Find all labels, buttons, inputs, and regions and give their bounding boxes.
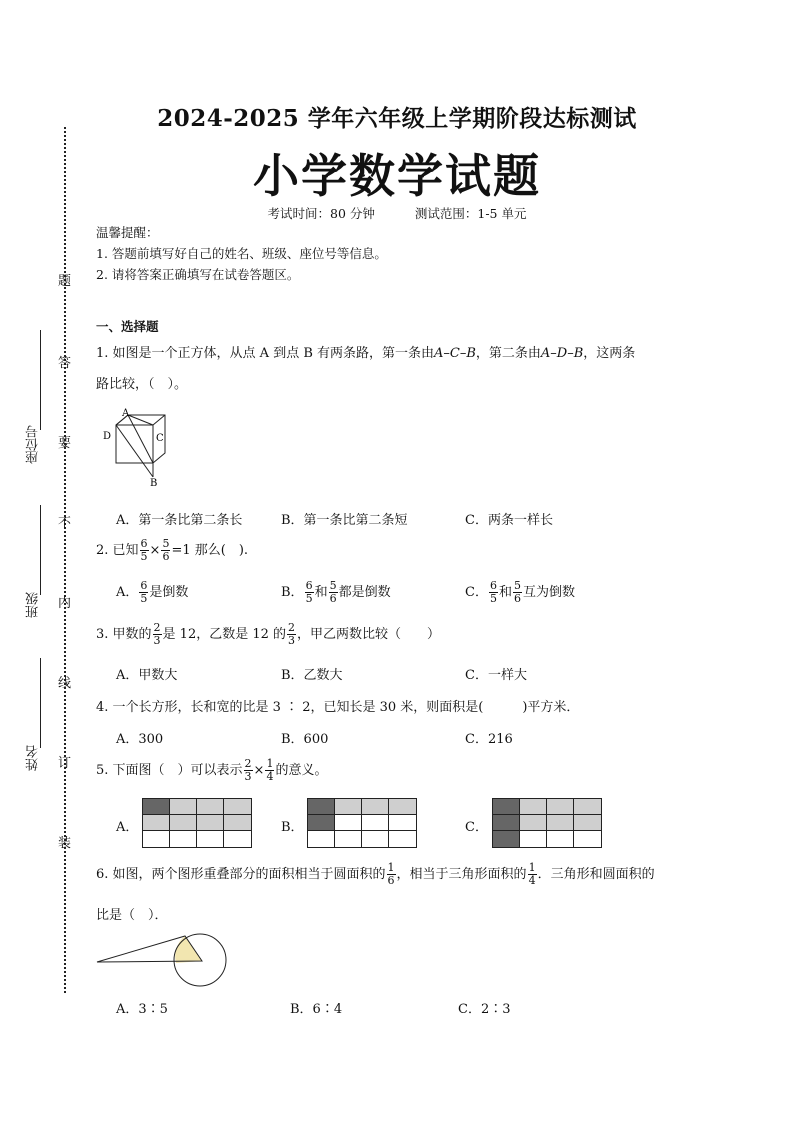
grid-cell [308, 815, 335, 831]
q4-option-c[interactable]: C．216 [465, 732, 513, 747]
exam-time: 考试时间：80 分钟 [267, 206, 375, 221]
grid-cell [197, 799, 224, 815]
question-6-line-2: 比是（ ）． [96, 908, 168, 923]
name-fill-line [40, 658, 41, 748]
seat-fill-line [40, 330, 41, 430]
q1-option-a[interactable]: A．第一条比第二条长 [116, 513, 243, 528]
side-char-8: 装 [58, 836, 72, 851]
q6-option-c[interactable]: C．2∶3 [458, 1002, 511, 1017]
q2-option-b[interactable]: B． $\frac{6}{5}$ 和 $\frac{5}{6}$ 都是倒数 [281, 579, 391, 605]
tips-heading: 温馨提醒： [96, 225, 159, 240]
side-char-5: 内 [58, 596, 72, 611]
q4-option-b[interactable]: B．600 [281, 732, 329, 747]
fraction: $\frac{6}{5}$ [140, 537, 148, 563]
q5-option-c-label[interactable]: C． [465, 820, 488, 835]
q1-text: 1. 如图是一个正方体，从点 A 到点 B 有两条路，第一条由 [96, 346, 435, 361]
q6-option-b[interactable]: B．6∶4 [290, 1002, 343, 1017]
question-4: 4. 一个长方形，长和宽的比是 3 ∶ 2，已知长是 30 米，则面积是( )平方米． [96, 700, 580, 715]
grid-cell [362, 831, 389, 847]
name-label: 姓名 [26, 745, 41, 771]
cube-label-d: D [103, 431, 112, 442]
question-5: 5. 下面图（ ）可以表示 $\frac{2}{3}$ × $\frac{1}{4}$ 的意义。 [96, 757, 328, 783]
page-title: 小学数学试题 [253, 149, 541, 203]
grid-cell [308, 799, 335, 815]
side-char-6: 线 [58, 676, 72, 691]
grid-cell [335, 831, 362, 847]
q2-text: =1 那么( ). [171, 543, 249, 558]
grid-cell [493, 831, 520, 847]
cube-label-c: C [156, 433, 164, 444]
side-char-7: 订 [58, 756, 72, 771]
grid-cell [197, 815, 224, 831]
q1-text: ，第二条由 [475, 346, 541, 361]
exam-info [0, 204, 794, 222]
cube-path-db [116, 425, 153, 477]
question-1-line-1 [96, 342, 635, 361]
grid-cell [335, 799, 362, 815]
side-char-1: 题 [58, 274, 72, 289]
exam-range: 测试范围：1-5 单元 [414, 206, 527, 221]
q1-text: ，这两条 [583, 346, 636, 361]
grid-cell [574, 831, 601, 847]
q1-path-2: A–D–B [540, 346, 584, 361]
q5-grid-a [142, 798, 252, 848]
cube-label-b: B [150, 478, 158, 489]
tips-line-2: 2. 请将答案正确填写在试卷答题区。 [96, 267, 300, 282]
class-label: 班级 [26, 592, 41, 618]
grid-cell [197, 831, 224, 847]
binding-dotted-line [64, 127, 66, 993]
grid-cell [224, 799, 251, 815]
q5-option-b-label[interactable]: B． [281, 820, 304, 835]
grid-cell [547, 815, 574, 831]
grid-cell [143, 799, 170, 815]
grid-cell [520, 831, 547, 847]
grid-cell [389, 831, 416, 847]
grid-cell [520, 799, 547, 815]
grid-cell [574, 799, 601, 815]
cube-front-face [116, 425, 153, 463]
class-fill-line [40, 505, 41, 595]
grid-cell [547, 831, 574, 847]
side-char-2: 答 [58, 356, 72, 371]
grid-cell [143, 815, 170, 831]
grid-cell [574, 815, 601, 831]
cube-label-a: A [122, 408, 130, 419]
seat-label: 座位号 [26, 425, 41, 464]
q5-grid-b [307, 798, 417, 848]
grid-cell [362, 815, 389, 831]
q3-option-b[interactable]: B．乙数大 [281, 668, 343, 683]
tips-line-1: 1. 答题前填写好自己的姓名、班级、座位号等信息。 [96, 246, 387, 261]
question-2: 2. 已知 $\frac{6}{5}$ × $\frac{5}{6}$ =1 那么( ). [96, 537, 249, 563]
q2-option-a[interactable]: A． $\frac{6}{5}$ 是倒数 [116, 579, 189, 605]
q3-option-c[interactable]: C．一样大 [465, 668, 527, 683]
q6-option-a[interactable]: A．3∶5 [116, 1002, 168, 1017]
grid-cell [547, 799, 574, 815]
q1-option-b[interactable]: B．第一条比第二条短 [281, 513, 408, 528]
grid-cell [362, 799, 389, 815]
cube-figure [100, 405, 180, 490]
grid-cell [308, 831, 335, 847]
grid-cell [143, 831, 170, 847]
q2-text: 2. 已知 [96, 543, 139, 558]
fraction: $\frac{5}{6}$ [162, 537, 170, 563]
grid-cell [493, 815, 520, 831]
exam-title: 2024-2025 学年六年级上学期阶段达标测试 [157, 105, 637, 132]
side-char-3: 要 [58, 436, 72, 451]
q4-option-a[interactable]: A．300 [116, 732, 164, 747]
grid-cell [170, 799, 197, 815]
question-6-line-1: 6. 如图，两个图形重叠部分的面积相当于圆面积的 $\frac{1}{6}$ ，相当于三角形面积的 $\frac{1}{4}$ ．三角形和圆面积的 [96, 861, 655, 887]
grid-cell [170, 815, 197, 831]
grid-cell [224, 831, 251, 847]
overlap-region [175, 936, 202, 963]
q2-option-c[interactable]: C． $\frac{6}{5}$ 和 $\frac{5}{6}$ 互为倒数 [465, 579, 575, 605]
cube-inner-line [128, 415, 153, 463]
grid-cell [170, 831, 197, 847]
grid-cell [335, 815, 362, 831]
q5-grid-c [492, 798, 602, 848]
grid-cell [224, 815, 251, 831]
question-1-line-2: 路比较，（ ）。 [96, 377, 188, 392]
grid-cell [389, 799, 416, 815]
q5-option-a-label[interactable]: A． [116, 820, 139, 835]
cube-edge [153, 415, 165, 425]
grid-cell [520, 815, 547, 831]
grid-cell [389, 815, 416, 831]
cube-diagonal-ac [128, 415, 153, 425]
question-3: 3. 甲数的 $\frac{2}{3}$ 是 12，乙数是 12 的 $\frac{2}{3}$ ，甲乙两数比较（ ） [96, 621, 441, 647]
section-heading: 一、选择题 [96, 319, 159, 334]
q3-option-a[interactable]: A．甲数大 [116, 668, 178, 683]
q1-path-1: A–C–B [434, 346, 476, 361]
q1-option-c[interactable]: C．两条一样长 [465, 513, 553, 528]
grid-cell [493, 799, 520, 815]
triangle-circle-figure [94, 930, 234, 988]
side-char-4: 不 [58, 516, 72, 531]
